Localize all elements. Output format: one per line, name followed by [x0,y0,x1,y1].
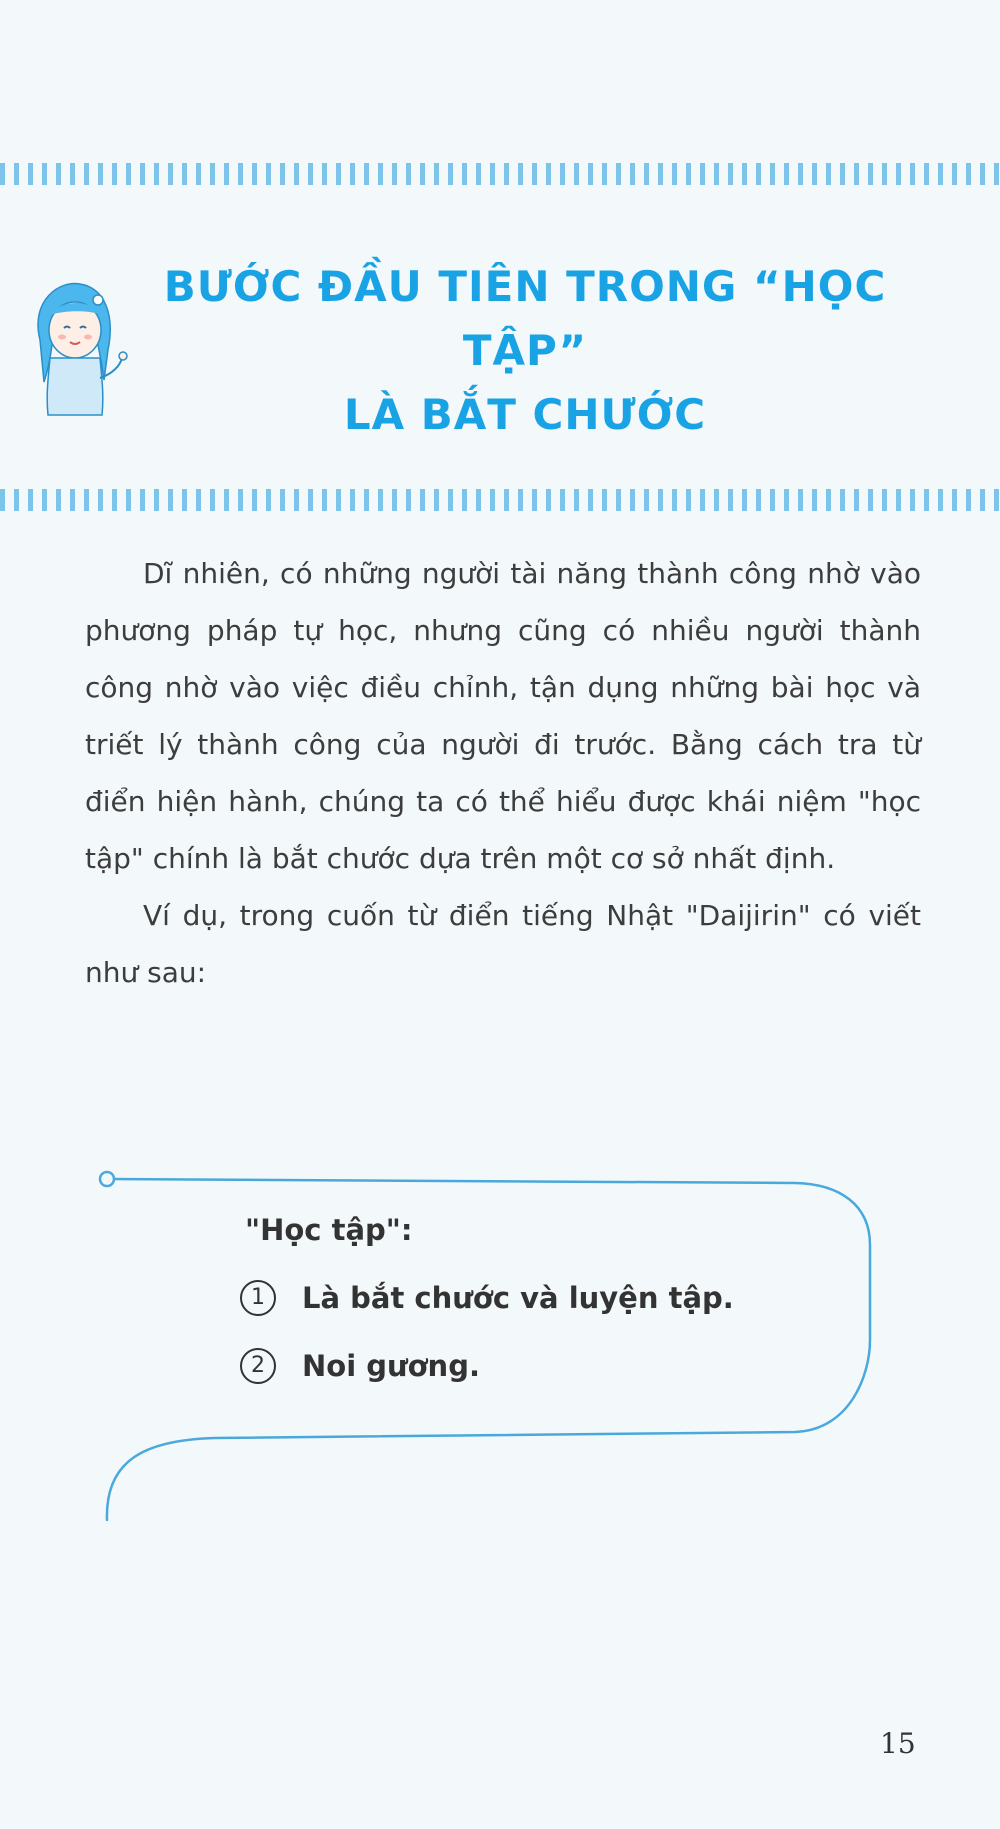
page-title [130,255,920,447]
definition-frame [95,1160,895,1540]
page-number: 15 [880,1727,916,1760]
definition-item-text: Là bắt chước và luyện tập. [302,1281,734,1315]
paragraph-2: Ví dụ, trong cuốn từ điển tiếng Nhật "Daijirin" có viết như sau: [85,899,921,989]
circled-number: 1 [240,1280,276,1316]
title-line-2: LÀ BẮT CHƯỚC [343,390,707,439]
paragraph-1: Dĩ nhiên, có những người tài năng thành công nhờ vào phương pháp tự học, nhưng cũng có nhiều người thành công nhờ vào việc điều chỉnh, tận dụng những bài học và triết lý thành công của người đi trước. Bằng cách tra từ điển hiện hành, chúng ta có thể hiểu được khái niệm "học tập" chính là bắt chước dựa trên một cơ sở nhất định. [85,557,921,875]
circled-number: 2 [240,1348,276,1384]
body-text [85,545,921,1001]
definition-item [240,1280,734,1316]
top-dashed-rule [0,163,1000,185]
bottom-dashed-rule [0,489,1000,511]
girl-mascot-icon [20,270,130,420]
definition-item [240,1348,480,1384]
definition-item-text: Noi gương. [302,1349,480,1383]
title-line-1: BƯỚC ĐẦU TIÊN TRONG “HỌC TẬP” [163,262,887,375]
definition-heading: "Học tập": [245,1213,413,1247]
